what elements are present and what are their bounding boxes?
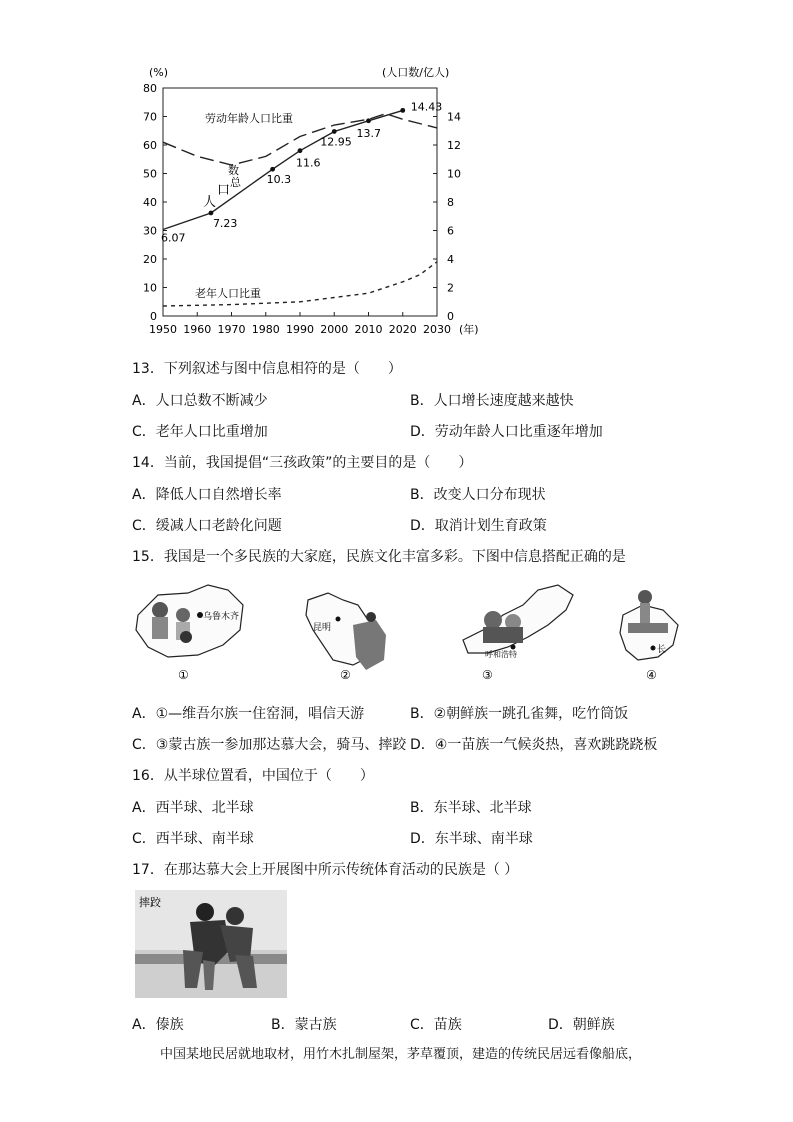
left-tick-label: 80 xyxy=(143,82,157,95)
left-tick-label: 30 xyxy=(143,224,157,238)
q17-option-b[interactable]: B．蒙古族 xyxy=(271,1017,337,1033)
population-data-label: 7.23 xyxy=(212,216,238,230)
map3-city: 呼和浩特 xyxy=(485,650,517,659)
q13-stem: 13．下列叙述与图中信息相符的是（ ） xyxy=(132,361,402,377)
left-tick-label: 50 xyxy=(143,167,157,181)
map2-number: ② xyxy=(340,668,351,682)
next-question-intro: 中国某地民居就地取材，用竹木扎制屋架，茅草覆顶，建造的传统民居远看像船底， xyxy=(160,1047,642,1062)
labor-age-ratio-label: 劳动年龄人口比重 xyxy=(205,112,293,125)
population-point xyxy=(366,118,371,123)
right-axis-unit: (人口数/亿人) xyxy=(382,66,450,79)
population-data-label: 10.3 xyxy=(266,173,292,187)
q15-stem: 15．我国是一个多民族的大家庭，民族文化丰富多彩。下图中信息搭配正确的是 xyxy=(132,549,626,565)
right-tick-label: 6 xyxy=(447,224,454,238)
right-tick-label: 0 xyxy=(447,310,454,323)
map1-city: 乌鲁木齐 xyxy=(203,612,240,622)
q14-stem: 14．当前，我国提倡“三孩政策”的主要目的是（ ） xyxy=(132,455,473,471)
map4-number: ④ xyxy=(646,668,657,682)
q17-option-c[interactable]: C．苗族 xyxy=(410,1017,462,1033)
right-tick-label: 10 xyxy=(447,167,461,181)
population-data-label: 13.7 xyxy=(356,126,381,140)
right-tick-label: 4 xyxy=(447,253,454,266)
x-tick-label: 2010 xyxy=(354,323,383,336)
left-tick-label: 70 xyxy=(143,110,157,124)
q16-stem: 16．从半球位置看，中国位于（ ） xyxy=(132,768,374,784)
q13-option-a[interactable]: A．人口总数不断减少 xyxy=(132,393,268,409)
q16-option-b[interactable]: B．东半球、北半球 xyxy=(410,800,532,816)
map4-city: 长 xyxy=(657,645,667,655)
q15-option-a[interactable]: A．①—维吾尔族一住窑洞，唱信天游 xyxy=(132,706,365,722)
population-point xyxy=(209,211,214,216)
left-tick-label: 40 xyxy=(143,196,157,209)
q15-option-b[interactable]: B．②朝鲜族一跳孔雀舞，吃竹筒饭 xyxy=(410,706,629,722)
q14-option-b[interactable]: B．改变人口分布现状 xyxy=(410,487,546,503)
q13-option-c[interactable]: C．老年人口比重增加 xyxy=(132,424,268,440)
x-tick-label: 2000 xyxy=(320,323,349,336)
population-point xyxy=(332,129,337,134)
ethnic-maps-figure xyxy=(128,575,688,685)
population-data-label: 11.6 xyxy=(296,156,321,170)
population-chart xyxy=(135,60,495,340)
population-data-label: 6.07 xyxy=(161,231,186,245)
left-axis-unit: (%) xyxy=(149,66,169,79)
map1-number: ① xyxy=(178,668,189,682)
x-tick-label: 1950 xyxy=(149,323,177,336)
population-data-label: 12.95 xyxy=(320,135,352,149)
population-point xyxy=(400,108,405,113)
right-tick-label: 14 xyxy=(447,110,461,124)
left-tick-label: 10 xyxy=(143,281,157,295)
right-tick-label: 8 xyxy=(447,196,454,209)
q16-option-c[interactable]: C．西半球、南半球 xyxy=(132,831,254,847)
q13-option-d[interactable]: D．劳动年龄人口比重逐年增加 xyxy=(410,424,603,440)
total-population-label-char: 口 xyxy=(217,183,231,198)
right-tick-label: 2 xyxy=(447,281,454,295)
x-axis-unit: (年) xyxy=(459,323,479,336)
total-population-label-char: 数 xyxy=(228,164,239,177)
total-population-label-char: 人 xyxy=(203,195,217,210)
map2-city: 昆明 xyxy=(313,623,332,633)
left-tick-label: 20 xyxy=(143,253,157,266)
left-tick-label: 60 xyxy=(143,139,157,152)
map3-number: ③ xyxy=(482,668,493,682)
left-tick-label: 0 xyxy=(150,310,157,323)
q17-stem: 17．在那达慕大会上开展图中所示传统体育活动的民族是（ ） xyxy=(132,862,519,878)
x-tick-label: 1960 xyxy=(183,323,212,336)
q16-option-d[interactable]: D．东半球、南半球 xyxy=(410,831,533,847)
x-tick-label: 2020 xyxy=(388,323,417,336)
x-tick-label: 2030 xyxy=(423,323,451,336)
q14-option-a[interactable]: A．降低人口自然增长率 xyxy=(132,487,282,503)
population-data-label: 14.43 xyxy=(410,100,443,114)
population-point xyxy=(270,167,275,172)
x-tick-label: 1990 xyxy=(286,323,314,336)
q15-option-d[interactable]: D．④一苗族一气候炎热，喜欢跳跷跷板 xyxy=(410,737,658,753)
x-tick-label: 1970 xyxy=(217,323,246,336)
x-tick-label: 1980 xyxy=(251,323,280,336)
elderly-ratio-label: 老年人口比重 xyxy=(195,287,261,300)
photo-caption: 摔跤 xyxy=(139,896,161,909)
q14-option-d[interactable]: D．取消计划生育政策 xyxy=(410,518,547,534)
population-point xyxy=(298,148,303,153)
q16-option-a[interactable]: A．西半球、北半球 xyxy=(132,800,254,816)
right-tick-label: 12 xyxy=(447,139,461,152)
q17-option-a[interactable]: A．傣族 xyxy=(132,1017,184,1033)
total-population-label-char: 总 xyxy=(230,176,241,189)
q13-option-b[interactable]: B．人口增长速度越来越快 xyxy=(410,393,574,409)
q15-option-c[interactable]: C．③蒙古族一参加那达慕大会，骑马、摔跤 xyxy=(132,737,407,753)
wrestling-photo xyxy=(135,890,287,998)
q14-option-c[interactable]: C．缓减人口老龄化问题 xyxy=(132,518,282,534)
q17-option-d[interactable]: D．朝鲜族 xyxy=(548,1017,615,1033)
